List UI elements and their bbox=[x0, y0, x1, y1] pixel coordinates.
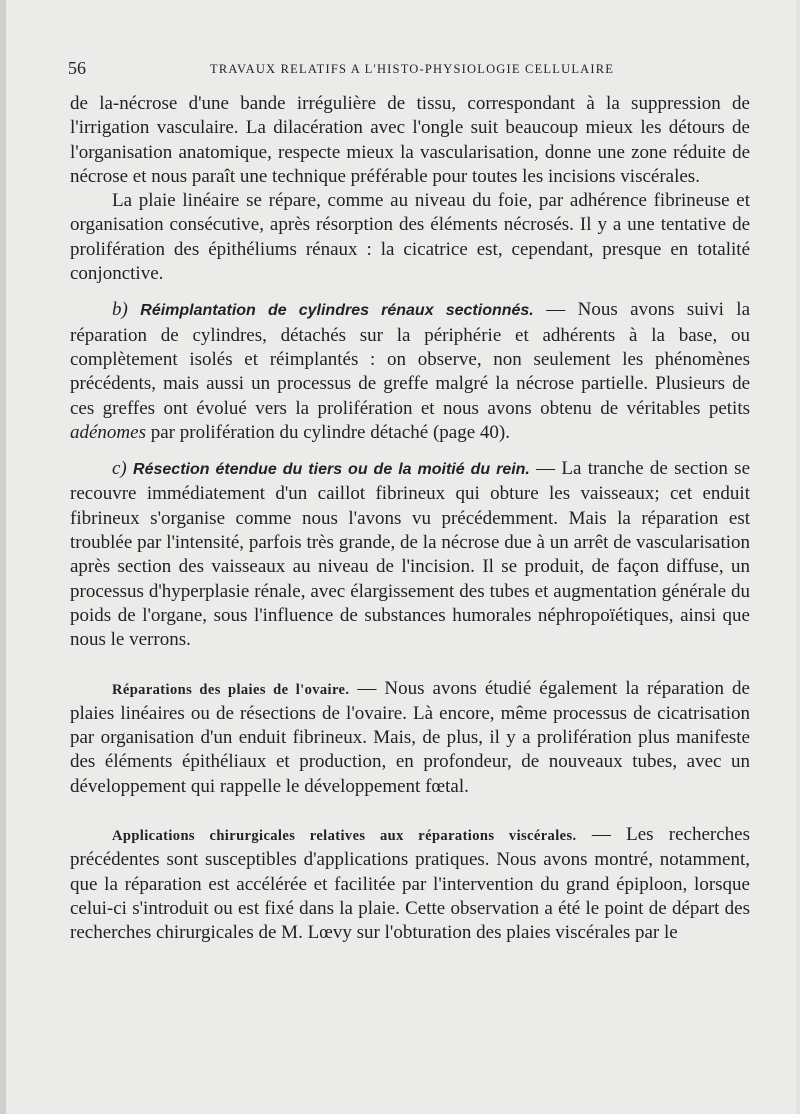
italic-term-adenomes: adénomes bbox=[70, 421, 146, 443]
page-header bbox=[68, 58, 748, 82]
page-left-edge bbox=[0, 0, 6, 1114]
paragraph-ovaire bbox=[70, 677, 750, 799]
paragraph-1: de la-nécrose d'une bande irrégulière de tissu, correspondant à la suppression de l'irrigation vasculaire. La dilacération avec l'ongle suit beaucoup mieux les détours de l'organisation anatomique, respecte mieux la vascularisation, donne une zone réduite de nécrose et nous paraît une technique préférable pour toutes les incisions viscérales. bbox=[70, 93, 750, 187]
paragraph-applications-text: — Les recherches précédentes sont susceptibles d'applications pratiques. Nous avons montré, notamment, que la réparation est accélérée et facilitée par l'intervention du grand épiploon, lorsque celui-ci s'introduit ou est fixé dans la plaie. Cette observation a été le point de départ des recherches chirurgicales de M. Lœvy sur l'obturation des plaies viscérales par le bbox=[70, 824, 750, 944]
section-heading-applications: Applications chirurgicales relatives aux réparations viscérales. bbox=[112, 828, 577, 845]
subsection-label-b: b) bbox=[112, 299, 128, 321]
page-right-edge bbox=[796, 0, 800, 1114]
paragraph-ovaire-text: — Nous avons étudié également la réparation de plaies linéaires ou de résections de l'ovaire. Là encore, même processus de cicatrisation par organisation d'un enduit fibrineux. Mais, de plus, il y a prolifération plus manifeste des éléments épithéliaux et production, en profondeur, de nouveaux tubes, avec un développement qui rappelle le développement fœtal. bbox=[70, 677, 750, 797]
subsection-label-c: c) bbox=[112, 458, 127, 480]
running-title: TRAVAUX RELATIFS A L'HISTO-PHYSIOLOGIE CELLULAIRE bbox=[210, 62, 615, 76]
subsection-heading-resection: Résection étendue du tiers ou de la moitié du rein. bbox=[133, 461, 530, 479]
paragraph-resection-text: — La tranche de section se recouvre immédiatement d'un caillot fibrineux qui obture les vaisseaux; cet enduit fibrineux s'organise comme nous l'avons vu précédemment. Mais la réparation est troublée par l'intensité, parfois très grande, de la nécrose due à un arrêt de vascularisation après section des vaisseaux au niveau de l'incision. Il se produit, de façon diffuse, un processus d'hyperplasie rénale, avec élargissement des tubes et augmentation générale du poids de l'organe, sous l'influence de substances humorales néphropoïétiques, ainsi que nous le verrons. bbox=[70, 458, 751, 651]
paragraph-reimplantation-text-a: — Nous avons suivi la réparation de cylindres, détachés sur la périphérie et adhérents à la base, ou complètement isolés et réimplantés : on observe, non seulement les phénomènes précédents, mais aussi un processus de greffe malgré la nécrose partielle. Plusieurs de ces greffes ont évolué vers la prolifération et nous avons obtenu de véritables petits bbox=[70, 299, 751, 419]
paragraph-2: La plaie linéaire se répare, comme au niveau du foie, par adhérence fibrineuse et organisation consécutive, après résorption des éléments nécrosés. Il y a une tentative de prolifération des épithéliums rénaux : la cicatrice est, cependant, presque en totalité conjonctive. bbox=[70, 190, 750, 285]
page-number: 56 bbox=[68, 58, 86, 78]
section-heading-ovaire: Réparations des plaies de l'ovaire. bbox=[112, 681, 350, 698]
body-text bbox=[70, 92, 750, 946]
paragraph-resection bbox=[70, 457, 750, 652]
paragraph-reimplantation-text-b: par prolifération du cylindre détaché (page 40). bbox=[145, 421, 510, 443]
paragraph-reimplantation bbox=[70, 298, 750, 445]
subsection-heading-reimplantation: Réimplantation de cylindres rénaux sectionnés. bbox=[140, 302, 534, 320]
paragraph-applications bbox=[70, 823, 750, 945]
